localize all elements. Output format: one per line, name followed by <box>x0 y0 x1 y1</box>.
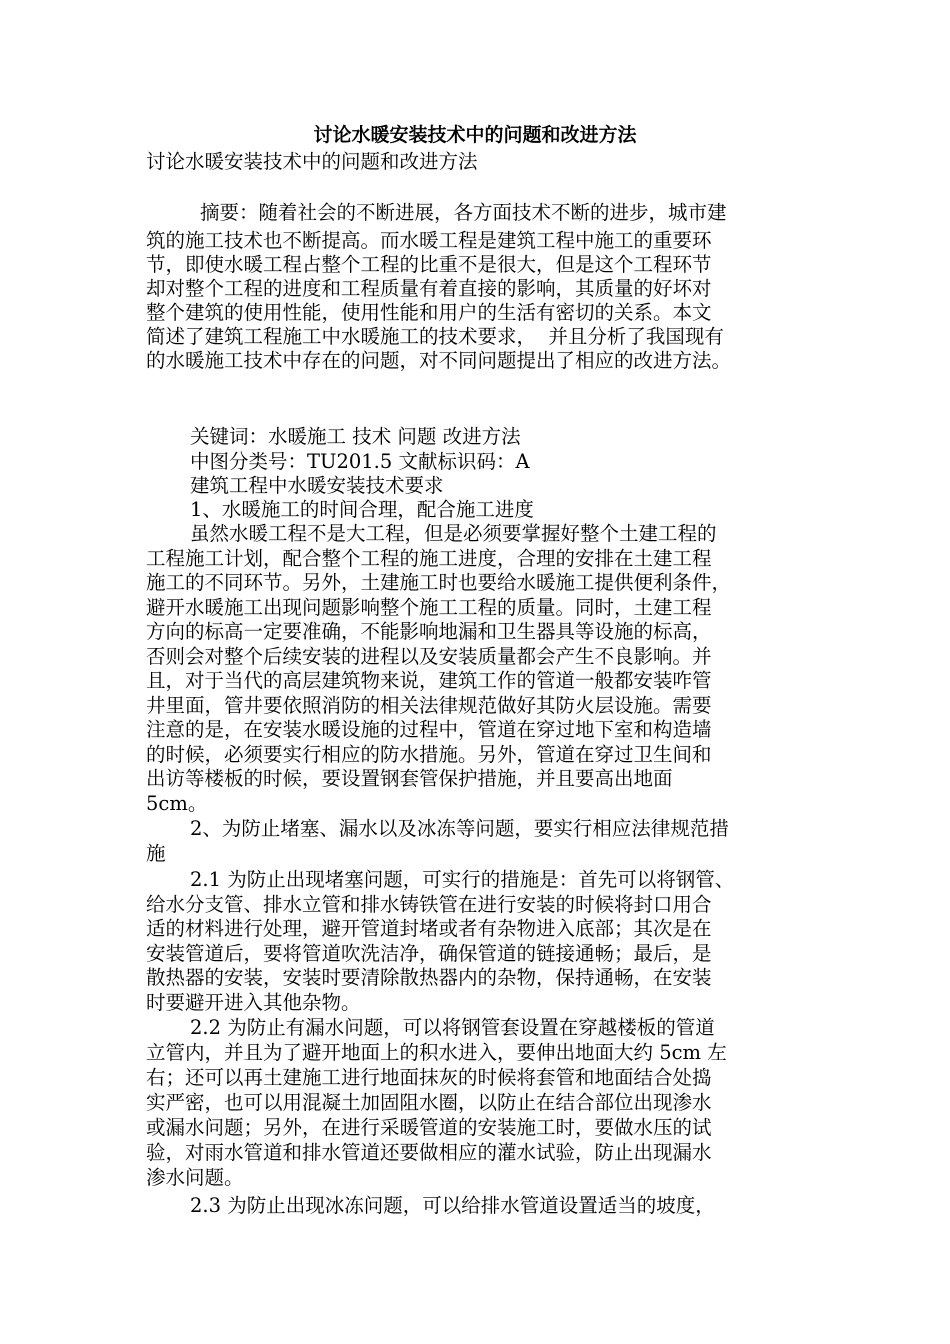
abstract-line: 摘要：随着社会的不断进展，各方面技术不断的进步，城市建 <box>200 201 727 224</box>
body-line: 注意的是，在安装水暖设施的过程中，管道在穿过地下室和构造墙 <box>146 718 712 741</box>
body-line: 实严密，也可以用混凝土加固阻水圈，以防止在结合部位出现渗水 <box>146 1091 712 1114</box>
body-line: 井里面，管井要依照消防的相关法律规范做好其防火层设施。需要 <box>146 694 712 717</box>
body-line: 否则会对整个后续安装的进程以及安装质量都会产生不良影响。并 <box>146 645 712 668</box>
body-line: 立管内，并且为了避开地面上的积水进入，要伸出地面大约 5cm 左 <box>146 1041 727 1064</box>
body-line: 避开水暖施工出现问题影响整个施工工程的质量。同时，土建工程 <box>146 596 712 619</box>
body-line: 工程施工计划，配合整个工程的施工进度，合理的安排在土建工程 <box>146 547 712 570</box>
abstract-line: 却对整个工程的进度和工程质量有着直接的影响，其质量的好坏对 <box>146 277 712 300</box>
body-line: 时要避开进入其他杂物。 <box>146 991 361 1014</box>
abstract-line: 筑的施工技术也不断提高。而水暖工程是建筑工程中施工的重要环 <box>146 229 712 252</box>
subtitle-line: 讨论水暖安装技术中的问题和改进方法 <box>146 150 478 173</box>
document-title: 讨论水暖安装技术中的问题和改进方法 <box>313 124 637 146</box>
classification-line: 中图分类号：TU201.5 文献标识码：A <box>190 450 530 473</box>
subsection-heading: 2、为防止堵塞、漏水以及冰冻等问题，要实行相应法律规范措 <box>190 817 729 840</box>
body-line: 验，对雨水管道和排水管道还要做相应的灌水试验，防止出现漏水 <box>146 1141 712 1164</box>
abstract-line: 简述了建筑工程施工中水暖施工的技术要求， 并且分析了我国现有 <box>146 325 724 348</box>
body-line: 2.3 为防止出现冰冻问题，可以给排水管道设置适当的坡度， <box>190 1194 715 1217</box>
body-line: 虽然水暖工程不是大工程，但是必须要掌握好整个土建工程的 <box>190 522 717 545</box>
body-line: 5cm。 <box>146 792 208 815</box>
body-line: 的时候，必须要实行相应的防水措施。另外，管道在穿过卫生间和 <box>146 743 712 766</box>
body-line: 散热器的安装，安装时要清除散热器内的杂物，保持通畅，在安装 <box>146 966 712 989</box>
body-line: 安装管道后，要将管道吹洗洁净，确保管道的链接通畅；最后，是 <box>146 942 712 965</box>
body-line: 渗水问题。 <box>146 1166 244 1189</box>
abstract-line: 节，即使水暖工程占整个工程的比重不是很大，但是这个工程环节 <box>146 253 712 276</box>
subsection-heading: 1、水暖施工的时间合理，配合施工进度 <box>190 498 534 521</box>
body-line: 适的材料进行处理，避开管道封堵或者有杂物进入底部；其次是在 <box>146 917 712 940</box>
keywords-line: 关键词：水暖施工 技术 问题 改进方法 <box>190 425 521 448</box>
body-line: 右；还可以再土建施工进行地面抹灰的时候将套管和地面结合处捣 <box>146 1066 712 1089</box>
abstract-line: 的水暖施工技术中存在的问题，对不同问题提出了相应的改进方法。 <box>146 349 732 372</box>
abstract-line: 整个建筑的使用性能，使用性能和用户的生活有密切的关系。本文 <box>146 301 712 324</box>
subsection-heading: 施 <box>146 842 166 865</box>
body-line: 给水分支管、排水立管和排水铸铁管在进行安装的时候将封口用合 <box>146 893 712 916</box>
body-line: 或漏水问题；另外，在进行采暖管道的安装施工时，要做水压的试 <box>146 1116 712 1139</box>
body-line: 出访等楼板的时候，要设置钢套管保护措施，并且要高出地面 <box>146 767 673 790</box>
section-heading: 建筑工程中水暖安装技术要求 <box>190 474 444 497</box>
body-line: 2.1 为防止出现堵塞问题，可实行的措施是：首先可以将钢管、 <box>190 868 735 891</box>
body-line: 施工的不同环节。另外，土建施工时也要给水暖施工提供便利条件， <box>146 571 732 594</box>
body-line: 2.2 为防止有漏水问题，可以将钢管套设置在穿越楼板的管道 <box>190 1016 715 1039</box>
body-line: 方向的标高一定要准确，不能影响地漏和卫生器具等设施的标高， <box>146 620 712 643</box>
body-line: 且，对于当代的高层建筑物来说，建筑工作的管道一般都安装咋管 <box>146 669 712 692</box>
